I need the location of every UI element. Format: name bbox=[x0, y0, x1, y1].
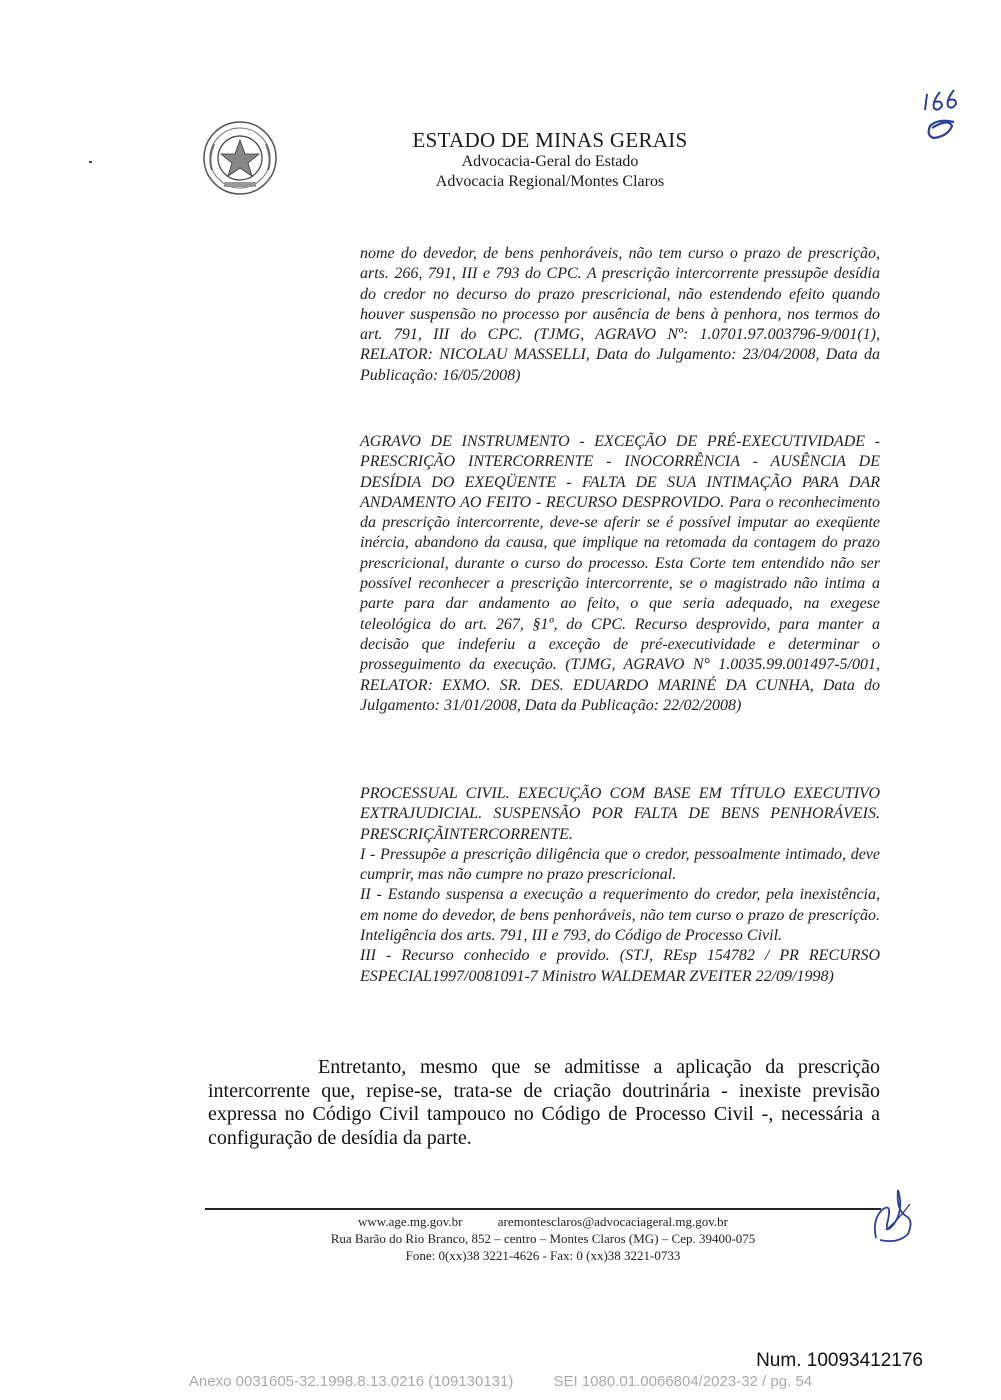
quote-block-3 bbox=[360, 784, 880, 987]
quote-2-text: AGRAVO DE INSTRUMENTO - EXCEÇÃO DE PRÉ-EXECUTIVIDADE - PRESCRIÇÃO INTERCORRENTE - INOCORRÊNCIA - AUSÊNCIA DE DESÍDIA DO EXEQÜENTE - FALTA DE SUA INTIMAÇÃO PARA DAR ANDAMENTO AO FEITO - RECURSO DESPROVIDO. Para o reconhecimento da prescrição intercorrente, deve-se aferir se é possível imputar ao exeqüente inércia, abandono da causa, que implique na retomada da contagem do prazo prescricional, durante o curso do processo. Esta Corte tem entendido não ser possível reconhecer a prescrição intercorrente, se o magistrado não intima a parte para dar andamento ao feito, o que seria adequado, na exegese teleológica do art. 267, §1º, do CPC. Recurso desprovido, para manter a decisão que indeferiu a exceção de pré-executividade e determinar o prosseguimento da execução. (TJMG, AGRAVO N° 1.0035.99.001497-5/001, RELATOR: EXMO. SR. DES. EDUARDO MARINÉ DA CUNHA, Data do Julgamento: 31/01/2008, Data da Publicação: 22/02/2008) bbox=[360, 433, 880, 714]
footer-address: Rua Barão do Rio Branco, 852 – centro – Montes Claros (MG) – Cep. 39400-075 bbox=[330, 1231, 756, 1246]
footer-email: aremontesclaros@advocaciageral.mg.gov.br bbox=[497, 1214, 728, 1229]
quote-3-heading: PROCESSUAL CIVIL. EXECUÇÃO COM BASE EM TÍTULO EXECUTIVO EXTRAJUDICIAL. SUSPENSÃO POR FALTA DE BENS PENHORÁVEIS. PRESCRIÇÃINTERCORRENTE. bbox=[360, 785, 880, 843]
main-paragraph: Entretanto, mesmo que se admitisse a aplicação da prescrição intercorrente que, repise-se, trata-se de criação doutrinária - inexiste previsão expressa no Código Civil tampouco no Código de Processo Civil -, necessária a configuração de desídia da parte. bbox=[208, 1056, 880, 1149]
quote-block-2 bbox=[360, 432, 880, 716]
handwritten-page-number-icon bbox=[918, 88, 968, 148]
coat-of-arms-seal-icon bbox=[200, 118, 280, 198]
scan-speck bbox=[89, 161, 92, 163]
footer-divider bbox=[205, 1208, 881, 1210]
footer-phone: Fone: 0(xx)38 3221-4626 - Fax: 0 (xx)38 3221-0733 bbox=[405, 1248, 681, 1263]
quote-3-item-1: I - Pressupõe a prescrição diligência que o credor, pessoalmente intimado, deve cumprir, mas não cumpre no prazo prescricional. bbox=[360, 845, 880, 884]
header-title: ESTADO DE MINAS GERAIS bbox=[412, 128, 688, 152]
footer-website: www.age.mg.gov.br bbox=[358, 1214, 463, 1229]
header-subtitle-regional: Advocacia Regional/Montes Claros bbox=[435, 173, 665, 190]
footer-contact-line bbox=[205, 1214, 881, 1230]
handwritten-signature-icon bbox=[868, 1180, 918, 1250]
annex-reference: Anexo 0031605-32.1998.8.13.0216 (109130131) bbox=[188, 1373, 514, 1390]
annex-stamp-line bbox=[0, 1373, 1001, 1390]
header-subtitle-agency: Advocacia-Geral do Estado bbox=[461, 153, 639, 170]
quote-block-1 bbox=[360, 244, 880, 386]
quote-1-text: nome do devedor, de bens penhoráveis, não tem curso o prazo de prescrição, arts. 266, 791, III e 793 do CPC. A prescrição intercorrente pressupõe desídia do credor no decurso do prazo prescricional, não estendendo efeito quando houver suspensão no processo por ausência de bens à penhora, nos termos do art. 791, III do CPC. (TJMG, AGRAVO Nº: 1.0701.97.003796-9/001(1), RELATOR: NICOLAU MASSELLI, Data do Julgamento: 23/04/2008, Data da Publicação: 16/05/2008) bbox=[360, 245, 880, 384]
document-number-stamp: Num. 10093412176 bbox=[756, 1350, 923, 1371]
quote-3-item-2: II - Estando suspensa a execução a requerimento do credor, pela inexistência, em nome do devedor, de bens penhoráveis, não tem curso o prazo de prescrição. Inteligência dos arts. 791, III e 793, do Código de Processo Civil. bbox=[360, 886, 880, 945]
quote-3-item-3: III - Recurso conhecido e provido. (STJ, REsp 154782 / PR RECURSO ESPECIAL1997/0081091-7 Ministro WALDEMAR ZVEITER 22/09/1998) bbox=[360, 947, 880, 985]
sei-page-reference: SEI 1080.01.0066804/2023-32 / pg. 54 bbox=[553, 1373, 813, 1390]
